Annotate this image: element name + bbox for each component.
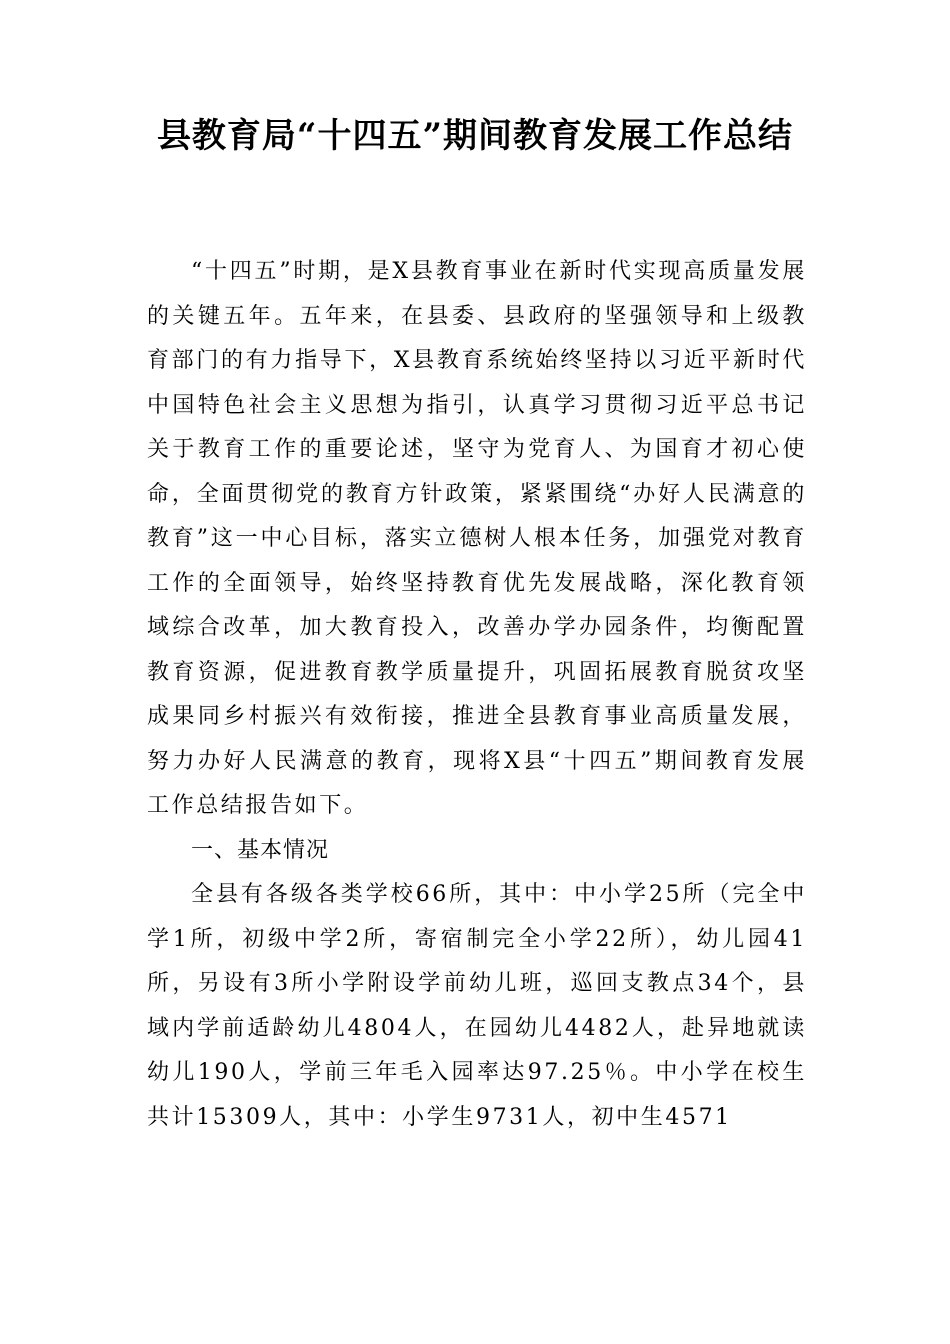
document-body [147,250,807,1140]
document-title: 县教育局“十四五”期间教育发展工作总结 [156,116,794,156]
intro-paragraph: “十四五”时期，是X县教育事业在新时代实现高质量发展的关键五年。五年来，在县委、县政府的坚强领导和上级教育部门的有力指导下，X县教育系统始终坚持以习近平新时代中国特色社会主义思想为指引，认真学习贯彻习近平总书记关于教育工作的重要论述，坚守为党育人、为国育才初心使命，全面贯彻党的教育方针政策，紧紧围绕“办好人民满意的教育”这一中心目标，落实立德树人根本任务，加强党对教育工作的全面领导，始终坚持教育优先发展战略，深化教育领域综合改革，加大教育投入，改善办学办园条件，均衡配置教育资源，促进教育教学质量提升，巩固拓展教育脱贫攻坚成果同乡村振兴有效衔接，推进全县教育事业高质量发展，努力办好人民满意的教育，现将X县“十四五”期间教育发展工作总结报告如下。 [147,259,807,818]
section-heading-basic-situation: 一、基本情况 [191,837,330,863]
basic-situation-paragraph: 全县有各级各类学校66所，其中：中小学25所（完全中学1所，初级中学2所，寄宿制完全小学22所），幼儿园41所，另设有3所小学附设学前幼儿班，巡回支教点34个，县域内学前适龄幼儿4804人，在园幼儿4482人，赴异地就读幼儿190人，学前三年毛入园率达97.25％。中小学在校生共计15309人，其中：小学生9731人，初中生4571 [147,882,807,1130]
